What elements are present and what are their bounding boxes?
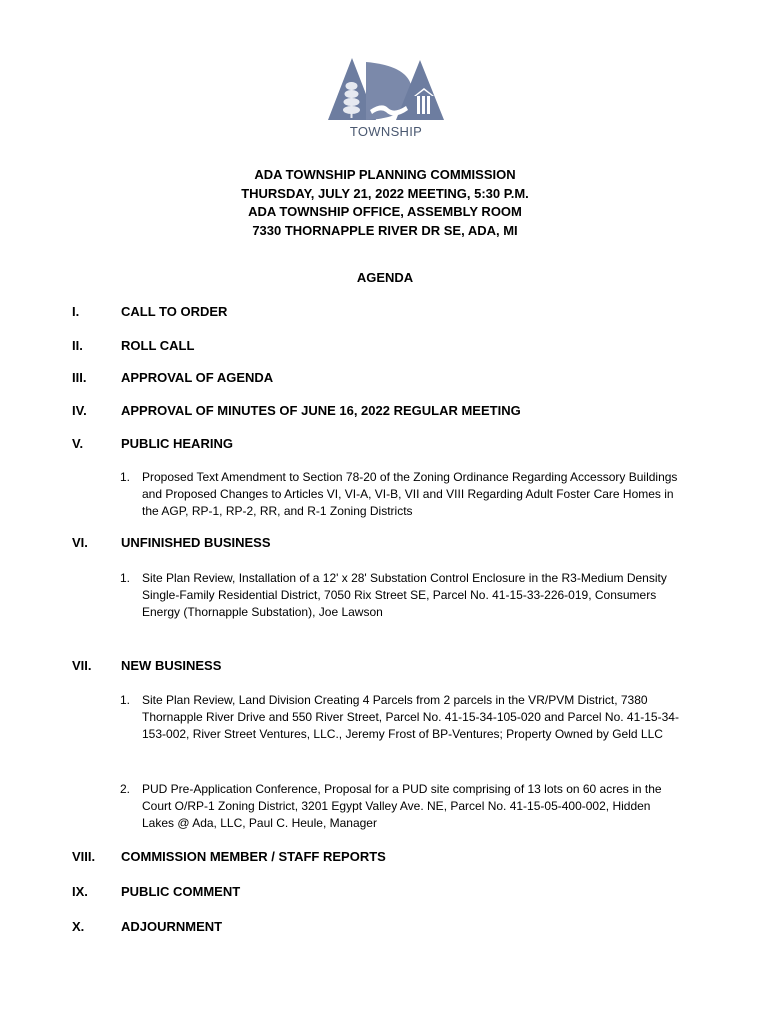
section-number: IX.: [72, 884, 88, 899]
section-number: VI.: [72, 535, 88, 550]
item-text: Proposed Text Amendment to Section 78-20 of the Zoning Ordinance Regarding Accessory Buildings and Proposed Changes to Articles VI, VI-A, VI-B, VII and VIII Regarding Adult Foster Care Homes in the AGP, RP-1, RP-2, RR, and R-1 Zoning Districts: [142, 470, 678, 519]
item-text: PUD Pre-Application Conference, Proposal for a PUD site comprising of 13 lots on 60 acres in the Court O/RP-1 Zoning District, 3201 Egypt Valley Ave. NE, Parcel No. 41-15-05-400-002, Hidden Lakes @ Ada, LLC, Paul C. Heule, Manager: [142, 782, 662, 831]
header-line-3: ADA TOWNSHIP OFFICE, ASSEMBLY ROOM: [248, 204, 522, 219]
section-number: VII.: [72, 658, 92, 673]
list-item: [120, 469, 680, 521]
section-title: NEW BUSINESS: [121, 658, 222, 673]
header-line-4: 7330 THORNAPPLE RIVER DR SE, ADA, MI: [252, 222, 518, 238]
section-title: ROLL CALL: [121, 338, 195, 353]
agenda-title: AGENDA: [356, 270, 414, 285]
item-number: 2.: [120, 782, 131, 796]
section-number: X.: [72, 919, 85, 934]
section-title: COMMISSION MEMBER / STAFF REPORTS: [121, 849, 386, 864]
section-title: PUBLIC COMMENT: [121, 884, 241, 899]
section-number: II.: [72, 338, 83, 353]
section-number: IV.: [72, 403, 87, 418]
item-number: 1.: [120, 693, 131, 707]
section-number: VIII.: [72, 849, 96, 864]
list-item: [120, 692, 680, 744]
logo-mountains-icon: [326, 52, 446, 126]
section-title: ADJOURNMENT: [121, 919, 223, 934]
header-line-2: THURSDAY, JULY 21, 2022 MEETING, 5:30 P.M.: [241, 185, 529, 201]
header-line-1: ADA TOWNSHIP PLANNING COMMISSION: [254, 167, 516, 182]
item-text: Site Plan Review, Land Division Creating 4 Parcels from 2 parcels in the VR/PVM District, 7380 Thornapple River Drive and 550 River Street, Parcel No. 41-15-34-105-020 and Parcel No. 41-15-34-153-002, River Street Ventures, LLC., Jeremy Frost of BP-Ventures; Property Owned by Geld LLC: [142, 693, 679, 742]
section-title: CALL TO ORDER: [121, 304, 228, 319]
logo-subtitle: TOWNSHIP: [349, 124, 423, 139]
section-number: V.: [72, 436, 84, 451]
section-title: PUBLIC HEARING: [121, 436, 233, 451]
section-title: APPROVAL OF AGENDA: [121, 370, 274, 385]
item-text: Site Plan Review, Installation of a 12' x 28' Substation Control Enclosure in the R3-Medium Density Single-Family Residential District, 7050 Rix Street SE, Parcel No. 41-15-33-226-019, Consumers Energy (Thornapple Substation), Joe Lawson: [142, 571, 667, 620]
item-number: 1.: [120, 470, 131, 484]
section-number: I.: [72, 304, 80, 319]
list-item: [120, 570, 680, 622]
meeting-header: [0, 166, 770, 240]
section-title: UNFINISHED BUSINESS: [121, 535, 271, 550]
section-number: III.: [72, 370, 87, 385]
item-number: 1.: [120, 571, 131, 585]
section-title: APPROVAL OF MINUTES OF JUNE 16, 2022 REGULAR MEETING: [121, 403, 521, 418]
list-item: [120, 781, 680, 833]
